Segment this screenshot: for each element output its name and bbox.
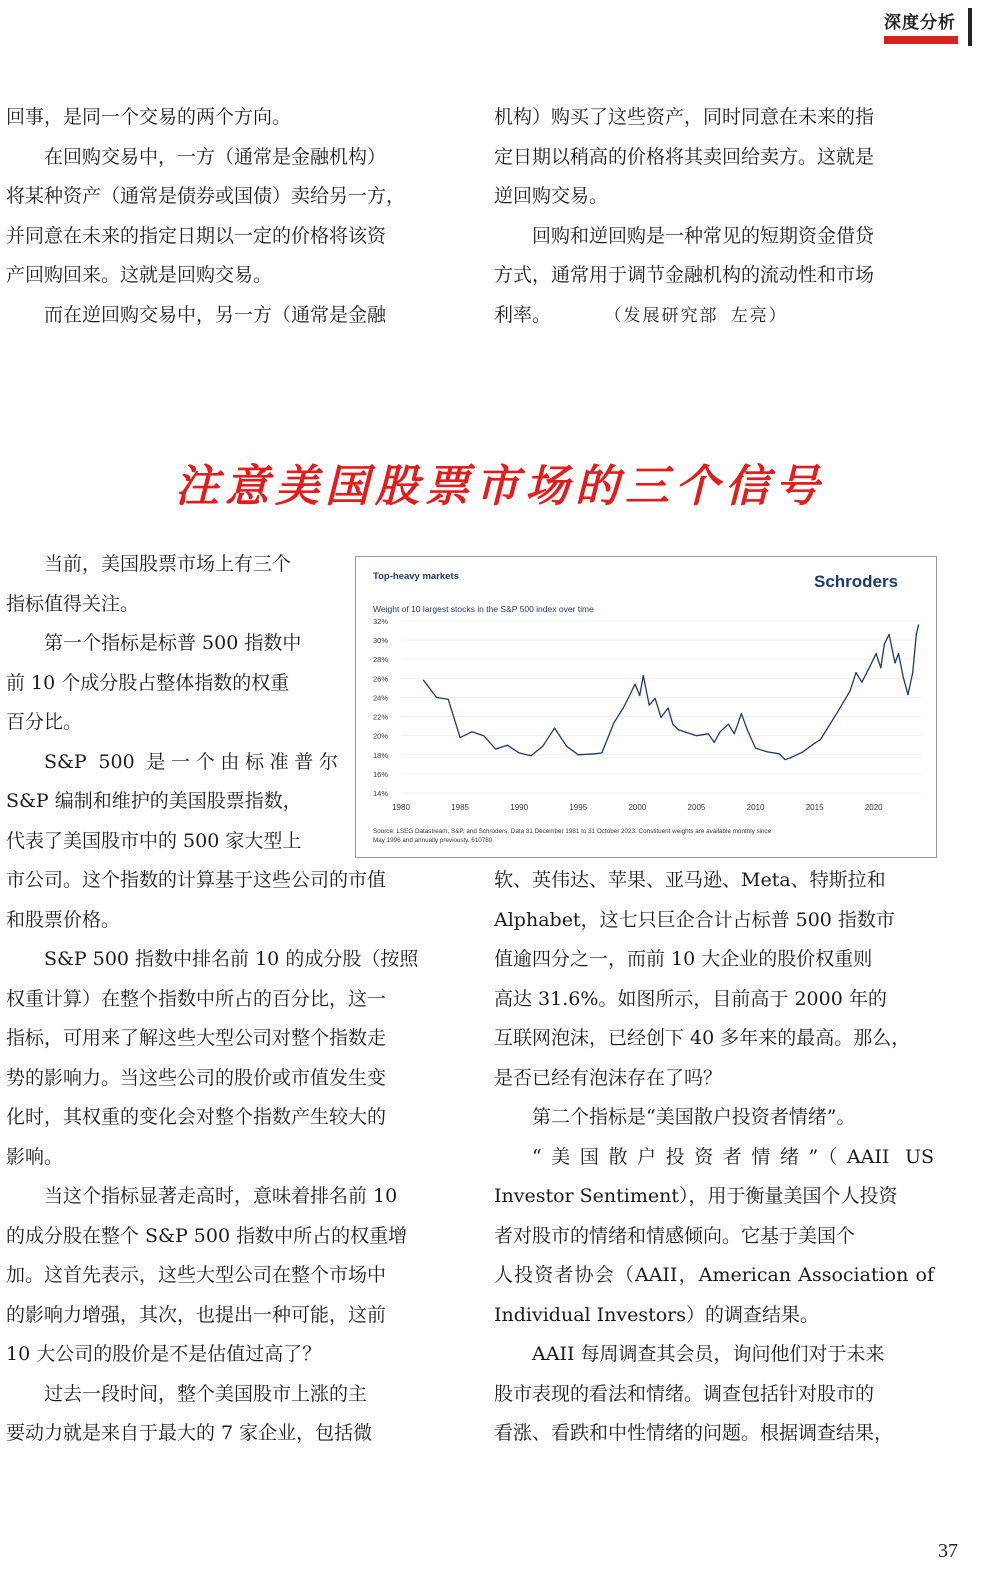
chart-data-point [916, 634, 917, 635]
paragraph-line: 指标，可用来了解这些大型公司对整个指数走 [6, 1027, 387, 1049]
paragraph-line: 值逾四分之一，而前 10 大企业的股价权重则 [494, 948, 873, 970]
paragraph-line: 和股票价格。 [6, 908, 121, 931]
paragraph-line: Alphabet，这七只巨企合计占标普 500 指数市 [494, 908, 895, 931]
paragraph-line: 产回购回来。这就是回购交易。 [6, 264, 273, 286]
chart-title: Top-heavy markets [373, 571, 459, 582]
chart-data-point [554, 727, 555, 728]
paragraph-line [494, 296, 934, 337]
section-tag: 深度分析 [884, 13, 956, 33]
chart-data-point [861, 682, 862, 683]
paragraph-line: AAII 每周调查其会员，询问他们对于未来 [532, 1343, 885, 1365]
paragraph-line: Investor Sentiment），用于衡量美国个人投资 [494, 1185, 898, 1207]
page-number: 37 [938, 1540, 958, 1562]
chart-data-point [918, 624, 919, 625]
paragraph-line: 代表了美国股市中的 500 家大型上 [6, 829, 302, 852]
paragraph-line: 前 10 个成分股占整体指数的权重 [6, 671, 290, 694]
chart-data-point [566, 746, 567, 747]
chart-data-point [623, 707, 624, 708]
paragraph-line: 当前，美国股票市场上有三个 [44, 553, 292, 575]
chart-figure [355, 556, 937, 858]
y-tick-label: 32% [373, 617, 389, 626]
chart-data-point [678, 729, 679, 730]
y-tick-label: 20% [373, 731, 389, 741]
paragraph-line: 指标值得关注。 [6, 592, 140, 615]
chart-data-point [728, 724, 729, 725]
paragraph-line: 并同意在未来的指定日期以一定的价格将该资 [6, 224, 387, 247]
chart-data-point [696, 735, 697, 736]
article-left-narrow-column [6, 545, 338, 861]
chart-data-point [903, 677, 904, 678]
chart-data-point [578, 754, 579, 755]
chart-data-point [907, 694, 908, 695]
chart-data-point [530, 755, 531, 756]
x-tick-label: 1985 [451, 803, 469, 812]
paragraph-line: 在回购交易中，一方（通常是金融机构） [44, 145, 387, 168]
chart-data-point [436, 697, 437, 698]
paragraph-line: 化时，其权重的变化会对整个指数产生较大的 [6, 1106, 387, 1128]
chart-source-line-2: May 1996 and annually previously. 610780 [373, 837, 493, 844]
chart-data-point [894, 662, 895, 663]
x-tick-label: 2005 [687, 803, 706, 812]
paragraph-line: 软、英伟达、苹果、亚马逊、Meta、特斯拉和 [494, 869, 886, 891]
chart-data-point [784, 759, 785, 760]
y-tick-label: 18% [373, 750, 389, 760]
paragraph-line: S&P 500 指数中排名前 10 的成分股（按照 [44, 948, 419, 970]
paragraph-line: 权重计算）在整个指数中所占的百分比，这一 [6, 987, 387, 1010]
paragraph-line: 股市表现的看法和情绪。调查包括针对股市的 [494, 1382, 875, 1405]
paragraph-line: 定日期以稍高的价格将其卖回给卖方。这就是 [494, 145, 875, 168]
chart-data-point [660, 717, 661, 718]
paragraph-line: 当这个指标显著走高时，意味着排名前 10 [44, 1185, 398, 1207]
chart-data-point [849, 690, 850, 691]
paragraph-line: 者对股市的情绪和情感倾向。它基于美国个 [494, 1224, 856, 1247]
chart-data-point [448, 699, 449, 700]
chart-data-point [814, 743, 815, 744]
chart-data-point [755, 747, 756, 748]
chart-subtitle: Weight of 10 largest stocks in the S&P 500 index over time [373, 604, 594, 614]
paragraph-line: “美国散户投资者情绪”（AAII US [532, 1145, 934, 1168]
chart-data-point [708, 733, 709, 734]
chart-data-point [747, 729, 748, 730]
chart-data-point [734, 733, 735, 734]
chart-data-point [880, 667, 881, 668]
paragraph-line: Individual Investors）的调查结果。 [494, 1303, 820, 1326]
chart-data-point [495, 748, 496, 749]
paragraph-line: 是否已经有泡沫存在了吗？ [494, 1066, 723, 1089]
chart-data-point [820, 739, 821, 740]
chart-brand-logo: Schroders [814, 572, 899, 591]
chart-data-point [802, 751, 803, 752]
chart-series-points [423, 624, 919, 760]
chart-y-axis [373, 617, 388, 798]
paragraph-line: 回事，是同一个交易的两个方向。 [6, 106, 292, 128]
paragraph-line: 的成分股在整个 S&P 500 指数中所占的权重增 [6, 1224, 408, 1247]
chart-data-point [471, 731, 472, 732]
article-title: 注意美国股票市场的三个信号 [175, 461, 825, 512]
chart-data-point [838, 710, 839, 711]
y-tick-label: 24% [373, 693, 389, 703]
chart-data-point [667, 707, 668, 708]
y-tick-label: 14% [373, 789, 389, 798]
paragraph-line: 机构）购买了这些资产，同时同意在未来的指 [494, 106, 875, 128]
paragraph-line: 第二个指标是“美国散户投资者情绪”。 [532, 1106, 856, 1128]
y-tick-label: 16% [373, 769, 389, 779]
chart-data-point [714, 742, 715, 743]
paragraph-line: 看涨、看跌和中性情绪的问题。根据调查结果， [494, 1422, 894, 1444]
section-tag-bar [884, 36, 958, 44]
chart-data-point [884, 643, 885, 644]
chart-data-point [519, 752, 520, 753]
x-tick-label: 1990 [510, 803, 529, 812]
chart-data-point [912, 672, 913, 673]
chart-data-point [613, 723, 614, 724]
paragraph-line: S&P 500 是一个由标准普尔 [44, 750, 338, 773]
paragraph-line: 影响。 [6, 1145, 64, 1168]
chart-data-point [649, 704, 650, 705]
top-left-column [6, 98, 446, 335]
chart-data-point [628, 696, 629, 697]
author-credit: （发展研究部 左亮） [613, 305, 788, 326]
chart-data-point [888, 634, 889, 635]
header-divider [968, 8, 972, 46]
y-tick-label: 30% [373, 636, 389, 646]
chart-data-point [898, 653, 899, 654]
paragraph-line: 10 大公司的股价是不是估值过高了？ [6, 1343, 322, 1365]
chart-data-point [779, 753, 780, 754]
paragraph-line: 逆回购交易。 [494, 185, 609, 207]
x-tick-label: 2000 [628, 803, 647, 812]
chart-data-point [423, 680, 424, 681]
chart-data-point [790, 757, 791, 758]
x-tick-label: 2020 [864, 803, 883, 812]
chart-data-point [684, 731, 685, 732]
y-tick-label: 26% [373, 674, 389, 684]
chart-data-point [643, 675, 644, 676]
paragraph-line: 加。这首先表示，这些大型公司在整个市场中 [6, 1264, 387, 1286]
chart-data-point [601, 752, 602, 753]
paragraph-line: 要动力就是来自于最大的 7 家企业，包括微 [6, 1422, 373, 1444]
x-tick-label: 2015 [805, 803, 824, 812]
chart [356, 557, 936, 857]
chart-x-axis [392, 803, 883, 812]
chart-data-point [741, 713, 742, 714]
paragraph-line: 百分比。 [6, 711, 83, 733]
paragraph-line: 势的影响力。当这些公司的股价或市值发生变 [6, 1066, 387, 1089]
chart-data-point [719, 731, 720, 732]
paragraph-line: 第一个指标是标普 500 指数中 [44, 632, 302, 654]
article-left-column [6, 861, 446, 1454]
chart-data-point [826, 729, 827, 730]
article-right-column [494, 861, 934, 1454]
chart-data-point [767, 751, 768, 752]
chart-data-point [507, 745, 508, 746]
y-tick-label: 22% [373, 712, 389, 722]
paragraph-line: 而在逆回购交易中，另一方（通常是金融 [44, 303, 387, 326]
chart-data-point [855, 672, 856, 673]
chart-data-point [654, 698, 655, 699]
chart-source-line-1: Source: LSEG Datastream, S&P, and Schroders. Data 31 December 1981 to 31 October 2023. Constituent weights are available monthly since [373, 828, 772, 835]
chart-data-point [483, 735, 484, 736]
paragraph-line: 将某种资产（通常是债券或国债）卖给另一方， [6, 185, 406, 207]
x-tick-label: 2010 [746, 803, 765, 812]
paragraph-text: 利率。 [494, 303, 552, 326]
chart-grid [401, 621, 921, 793]
chart-data-point [870, 665, 871, 666]
paragraph-line: 过去一段时间，整个美国股市上涨的主 [44, 1382, 368, 1405]
x-tick-label: 1995 [569, 803, 588, 812]
paragraph-line: 回购和逆回购是一种常见的短期资金借贷 [532, 224, 875, 247]
y-tick-label: 28% [373, 655, 389, 665]
top-right-column [494, 98, 934, 336]
chart-data-point [634, 683, 635, 684]
chart-data-point [459, 737, 460, 738]
paragraph-line: 人投资者协会（AAII，American Association of [494, 1264, 934, 1286]
paragraph-line: 市公司。这个指数的计算基于这些公司的市值 [6, 869, 387, 891]
chart-data-point [639, 695, 640, 696]
paragraph-line: 互联网泡沫，已经创下 40 多年来的最高。那么， [494, 1027, 911, 1049]
chart-data-point [594, 753, 595, 754]
chart-data-point [875, 653, 876, 654]
paragraph-line: 高达 31.6%。如图所示，目前高于 2000 年的 [494, 987, 887, 1010]
paragraph-line: 的影响力增强，其次，也提出一种可能，这前 [6, 1303, 387, 1326]
paragraph-line: 方式，通常用于调节金融机构的流动性和市场 [494, 264, 875, 286]
chart-data-point [672, 724, 673, 725]
chart-data-point [542, 746, 543, 747]
chart-series-line [424, 625, 919, 760]
paragraph-line: S&P 编制和维护的美国股票指数， [6, 790, 302, 812]
x-tick-label: 1980 [392, 803, 410, 812]
